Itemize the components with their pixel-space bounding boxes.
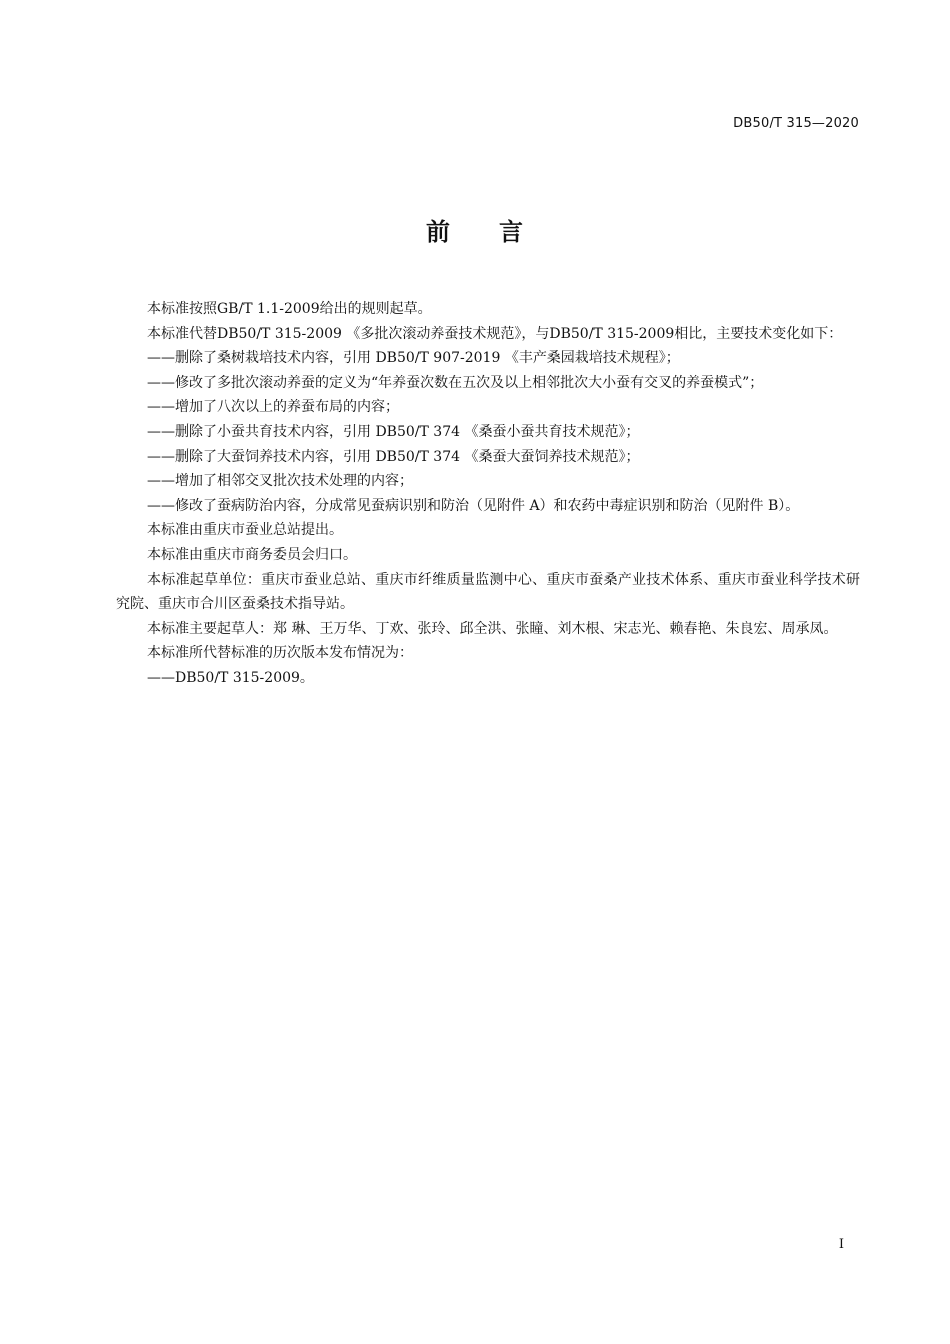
history-item: ——DB50/T 315-2009。 <box>147 669 314 686</box>
replacement-paragraph: 本标准代替DB50/T 315-2009 《多批次滚动养蚕技术规范》，与DB50/T 315-2009相比，主要技术变化如下： <box>147 325 843 342</box>
change-item: ——删除了小蚕共育技术内容，引用 DB50/T 374 《桑蚕小蚕共育技术规范》； <box>147 423 640 440</box>
page-title <box>0 212 950 247</box>
change-item: ——修改了多批次滚动养蚕的定义为“年养蚕次数在五次及以上相邻批次大小蚕有交叉的养蚕模式”； <box>147 374 764 391</box>
title-char-2: 言 <box>499 218 524 246</box>
drafters-paragraph: 本标准主要起草人：郑 琳、王万华、丁欢、张玲、邱全洪、张瞳、刘木根、宋志光、赖春艳、朱良宏、周承凤。 <box>147 620 838 637</box>
standard-code: DB50/T 315—2020 <box>733 116 859 131</box>
foreword-body <box>116 297 860 691</box>
change-item: ——增加了八次以上的养蚕布局的内容； <box>147 399 399 416</box>
proposer-paragraph: 本标准由重庆市蚕业总站提出。 <box>147 522 343 539</box>
change-item: ——修改了蚕病防治内容，分成常见蚕病识别和防治（见附件 A）和农药中毒症识别和防治（见附件 B）。 <box>147 497 800 514</box>
change-item: ——增加了相邻交叉批次技术处理的内容； <box>147 473 413 490</box>
drafting-units-paragraph: 本标准起草单位：重庆市蚕业总站、重庆市纤维质量监测中心、重庆市蚕桑产业技术体系、重庆市蚕业科学技术研究院、重庆市合川区蚕桑技术指导站。 <box>116 571 860 613</box>
page-number: I <box>838 1237 844 1252</box>
change-item: ——删除了桑树栽培技术内容，引用 DB50/T 907-2019 《丰产桑园栽培技术规程》； <box>147 350 680 367</box>
change-item: ——删除了大蚕饲养技术内容，引用 DB50/T 374 《桑蚕大蚕饲养技术规范》； <box>147 448 640 465</box>
title-char-1: 前 <box>426 218 451 246</box>
centralized-paragraph: 本标准由重庆市商务委员会归口。 <box>147 546 357 563</box>
drafting-rule-paragraph: 本标准按照GB/T 1.1-2009给出的规则起草。 <box>147 301 432 317</box>
history-intro-paragraph: 本标准所代替标准的历次版本发布情况为： <box>147 645 413 662</box>
